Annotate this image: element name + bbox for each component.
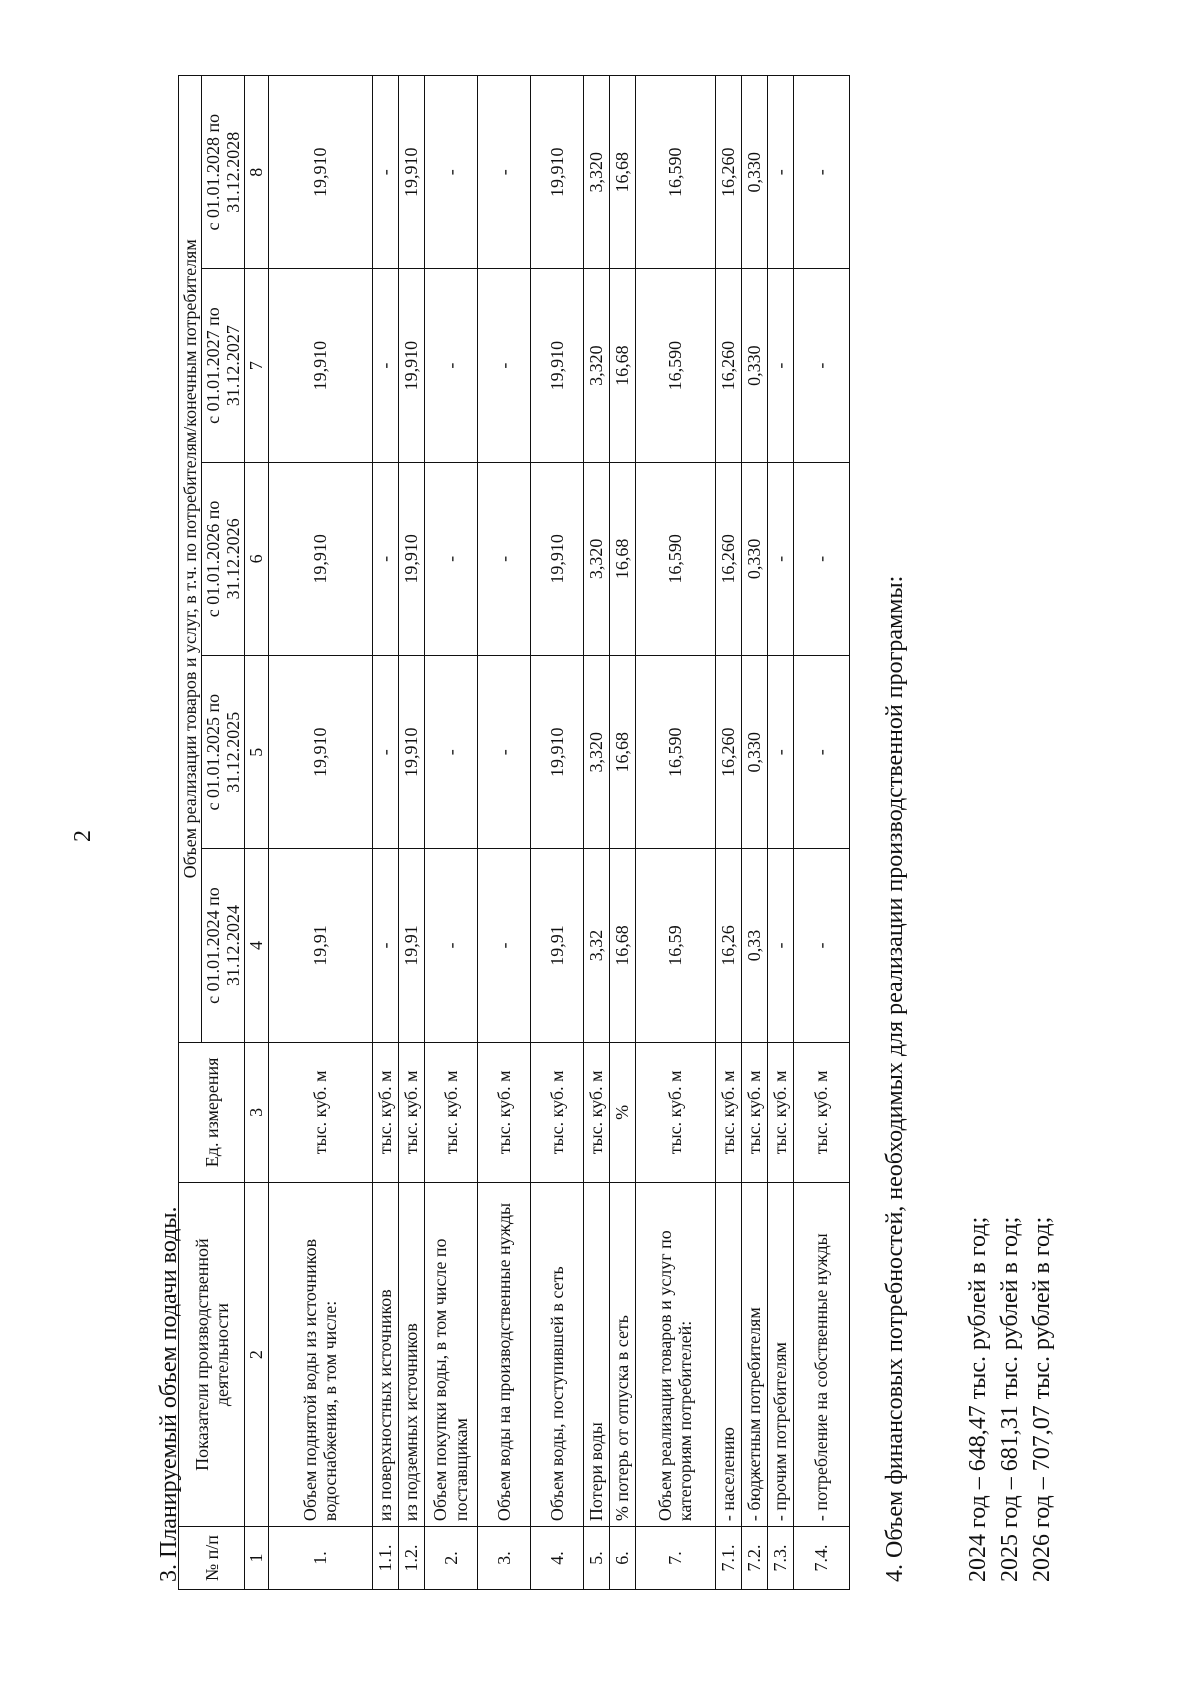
budget-line: 2026 год – 707,07 тыс. рублей в год; — [1029, 1216, 1055, 1582]
row-value: - — [372, 656, 398, 849]
table-row — [477, 76, 530, 1590]
header-row-1 — [179, 76, 202, 1590]
row-value: 16,68 — [609, 76, 635, 269]
row-value: 16,590 — [635, 76, 715, 269]
row-number: 7.3. — [767, 1527, 793, 1590]
row-unit: тыс. куб. м — [530, 1042, 583, 1182]
table-row — [635, 76, 715, 1590]
row-value: - — [477, 462, 530, 655]
section-4-title: 4. Объем финансовых потребностей, необходимых для реализации производственной программы: — [882, 575, 908, 1582]
header-period: с 01.01.2024 по 31.12.2024 — [202, 849, 245, 1042]
index-cell: 4 — [245, 849, 268, 1042]
row-name: - населению — [715, 1183, 741, 1527]
row-value: - — [372, 269, 398, 462]
header-period: с 01.01.2025 по 31.12.2025 — [202, 656, 245, 849]
row-value: 0,33 — [741, 849, 767, 1042]
row-unit: тыс. куб. м — [268, 1042, 372, 1182]
row-number: 7.1. — [715, 1527, 741, 1590]
row-unit: тыс. куб. м — [477, 1042, 530, 1182]
row-unit: тыс. куб. м — [583, 1042, 609, 1182]
row-name: из поверхностных источников — [372, 1183, 398, 1527]
row-number: 2. — [424, 1527, 477, 1590]
row-number: 4. — [530, 1527, 583, 1590]
table-row — [424, 76, 477, 1590]
row-value: 3,32 — [583, 849, 609, 1042]
row-value: 0,330 — [741, 656, 767, 849]
row-value: - — [477, 76, 530, 269]
row-value: - — [793, 462, 849, 655]
index-cell: 8 — [245, 76, 268, 269]
rotated-page-content — [150, 90, 1055, 1590]
row-value: 16,590 — [635, 269, 715, 462]
row-value: - — [793, 269, 849, 462]
row-unit: тыс. куб. м — [767, 1042, 793, 1182]
row-value: 16,68 — [609, 269, 635, 462]
row-value: - — [372, 76, 398, 269]
row-value: 19,910 — [530, 656, 583, 849]
row-value: 19,910 — [268, 269, 372, 462]
row-value: - — [477, 656, 530, 849]
table-row — [767, 76, 793, 1590]
row-value: 16,260 — [715, 269, 741, 462]
row-number: 7. — [635, 1527, 715, 1590]
table-row — [583, 76, 609, 1590]
row-value: 16,260 — [715, 656, 741, 849]
index-cell: 7 — [245, 269, 268, 462]
row-value: - — [767, 656, 793, 849]
row-value: - — [767, 849, 793, 1042]
row-value: 16,260 — [715, 76, 741, 269]
row-number: 7.2. — [741, 1527, 767, 1590]
row-value: - — [767, 462, 793, 655]
row-value: - — [372, 462, 398, 655]
row-value: - — [767, 76, 793, 269]
row-value: - — [477, 269, 530, 462]
table-row — [715, 76, 741, 1590]
row-value: - — [424, 76, 477, 269]
row-value: - — [424, 849, 477, 1042]
row-value: 19,910 — [398, 656, 424, 849]
table-row — [741, 76, 767, 1590]
row-value: 19,910 — [398, 76, 424, 269]
row-name: из подземных источников — [398, 1183, 424, 1527]
row-unit: % — [609, 1042, 635, 1182]
row-unit: тыс. куб. м — [715, 1042, 741, 1182]
row-unit: тыс. куб. м — [372, 1042, 398, 1182]
table-row — [609, 76, 635, 1590]
row-value: 16,68 — [609, 462, 635, 655]
row-name: % потерь от отпуска в сеть — [609, 1183, 635, 1527]
row-number: 1.2. — [398, 1527, 424, 1590]
row-value: 19,910 — [268, 462, 372, 655]
row-name: Объем поднятой воды из источников водоснабжения, в том числе: — [268, 1183, 372, 1527]
row-value: 19,910 — [530, 462, 583, 655]
header-no: № п/п — [179, 1527, 245, 1590]
row-value: - — [477, 849, 530, 1042]
index-cell: 1 — [245, 1527, 268, 1590]
row-value: 19,91 — [530, 849, 583, 1042]
row-value: 19,910 — [268, 76, 372, 269]
table-row — [530, 76, 583, 1590]
header-volume-group: Объем реализации товаров и услуг, в т.ч. по потребителям/конечным потребителям — [179, 76, 202, 1043]
row-value: - — [793, 849, 849, 1042]
table-row — [398, 76, 424, 1590]
row-name: Объем реализации товаров и услуг по категориям потребителей: — [635, 1183, 715, 1527]
row-number: 5. — [583, 1527, 609, 1590]
row-name: Потери воды — [583, 1183, 609, 1527]
row-number: 1. — [268, 1527, 372, 1590]
budget-line: 2025 год – 681,31 тыс. рублей в год; — [997, 1216, 1023, 1582]
row-value: 19,91 — [268, 849, 372, 1042]
row-value: 16,590 — [635, 462, 715, 655]
header-period: с 01.01.2028 по 31.12.2028 — [202, 76, 245, 269]
row-value: 0,330 — [741, 269, 767, 462]
row-number: 7.4. — [793, 1527, 849, 1590]
header-unit: Ед. измерения — [179, 1042, 245, 1182]
water-supply-table — [178, 75, 850, 1590]
row-unit: тыс. куб. м — [398, 1042, 424, 1182]
table-row — [372, 76, 398, 1590]
row-unit: тыс. куб. м — [424, 1042, 477, 1182]
row-value: - — [767, 269, 793, 462]
section-3-title: 3. Планируемый объем подачи воды. — [156, 1206, 182, 1582]
row-name: Объем воды, поступившей в сеть — [530, 1183, 583, 1527]
row-unit: тыс. куб. м — [635, 1042, 715, 1182]
index-cell: 6 — [245, 462, 268, 655]
index-row — [245, 76, 268, 1590]
row-unit: тыс. куб. м — [741, 1042, 767, 1182]
row-value: - — [424, 462, 477, 655]
row-value: 3,320 — [583, 462, 609, 655]
row-value: 3,320 — [583, 656, 609, 849]
row-value: 16,26 — [715, 849, 741, 1042]
row-value: 16,260 — [715, 462, 741, 655]
index-cell: 2 — [245, 1183, 268, 1527]
table-row — [793, 76, 849, 1590]
row-value: 19,91 — [398, 849, 424, 1042]
budget-list — [962, 1217, 1058, 1582]
row-value: 16,68 — [609, 849, 635, 1042]
row-value: - — [372, 849, 398, 1042]
row-value: - — [424, 656, 477, 849]
row-value: - — [793, 76, 849, 269]
row-value: 19,910 — [398, 269, 424, 462]
row-name: Объем покупки воды, в том числе по поставщикам — [424, 1183, 477, 1527]
row-value: 0,330 — [741, 462, 767, 655]
index-cell: 5 — [245, 656, 268, 849]
row-value: 3,320 — [583, 76, 609, 269]
budget-line: 2024 год – 648,47 тыс. рублей в год; — [965, 1216, 991, 1582]
row-value: - — [424, 269, 477, 462]
row-value: 16,590 — [635, 656, 715, 849]
row-value: 19,910 — [530, 76, 583, 269]
header-period: с 01.01.2026 по 31.12.2026 — [202, 462, 245, 655]
row-value: 16,68 — [609, 656, 635, 849]
header-indicator: Показатели производственной деятельности — [179, 1183, 245, 1527]
row-number: 3. — [477, 1527, 530, 1590]
row-value: 19,910 — [398, 462, 424, 655]
row-value: 0,330 — [741, 76, 767, 269]
row-name: - бюджетным потребителям — [741, 1183, 767, 1527]
row-value: 16,59 — [635, 849, 715, 1042]
row-number: 6. — [609, 1527, 635, 1590]
row-name: - прочим потребителям — [767, 1183, 793, 1527]
header-period: с 01.01.2027 по 31.12.2027 — [202, 269, 245, 462]
page-number: 2 — [70, 830, 96, 842]
row-value: 3,320 — [583, 269, 609, 462]
row-unit: тыс. куб. м — [793, 1042, 849, 1182]
row-name: Объем воды на производственные нужды — [477, 1183, 530, 1527]
row-number: 1.1. — [372, 1527, 398, 1590]
row-name: - потребление на собственные нужды — [793, 1183, 849, 1527]
index-cell: 3 — [245, 1042, 268, 1182]
row-value: - — [793, 656, 849, 849]
table-row — [268, 76, 372, 1590]
row-value: 19,910 — [530, 269, 583, 462]
row-value: 19,910 — [268, 656, 372, 849]
